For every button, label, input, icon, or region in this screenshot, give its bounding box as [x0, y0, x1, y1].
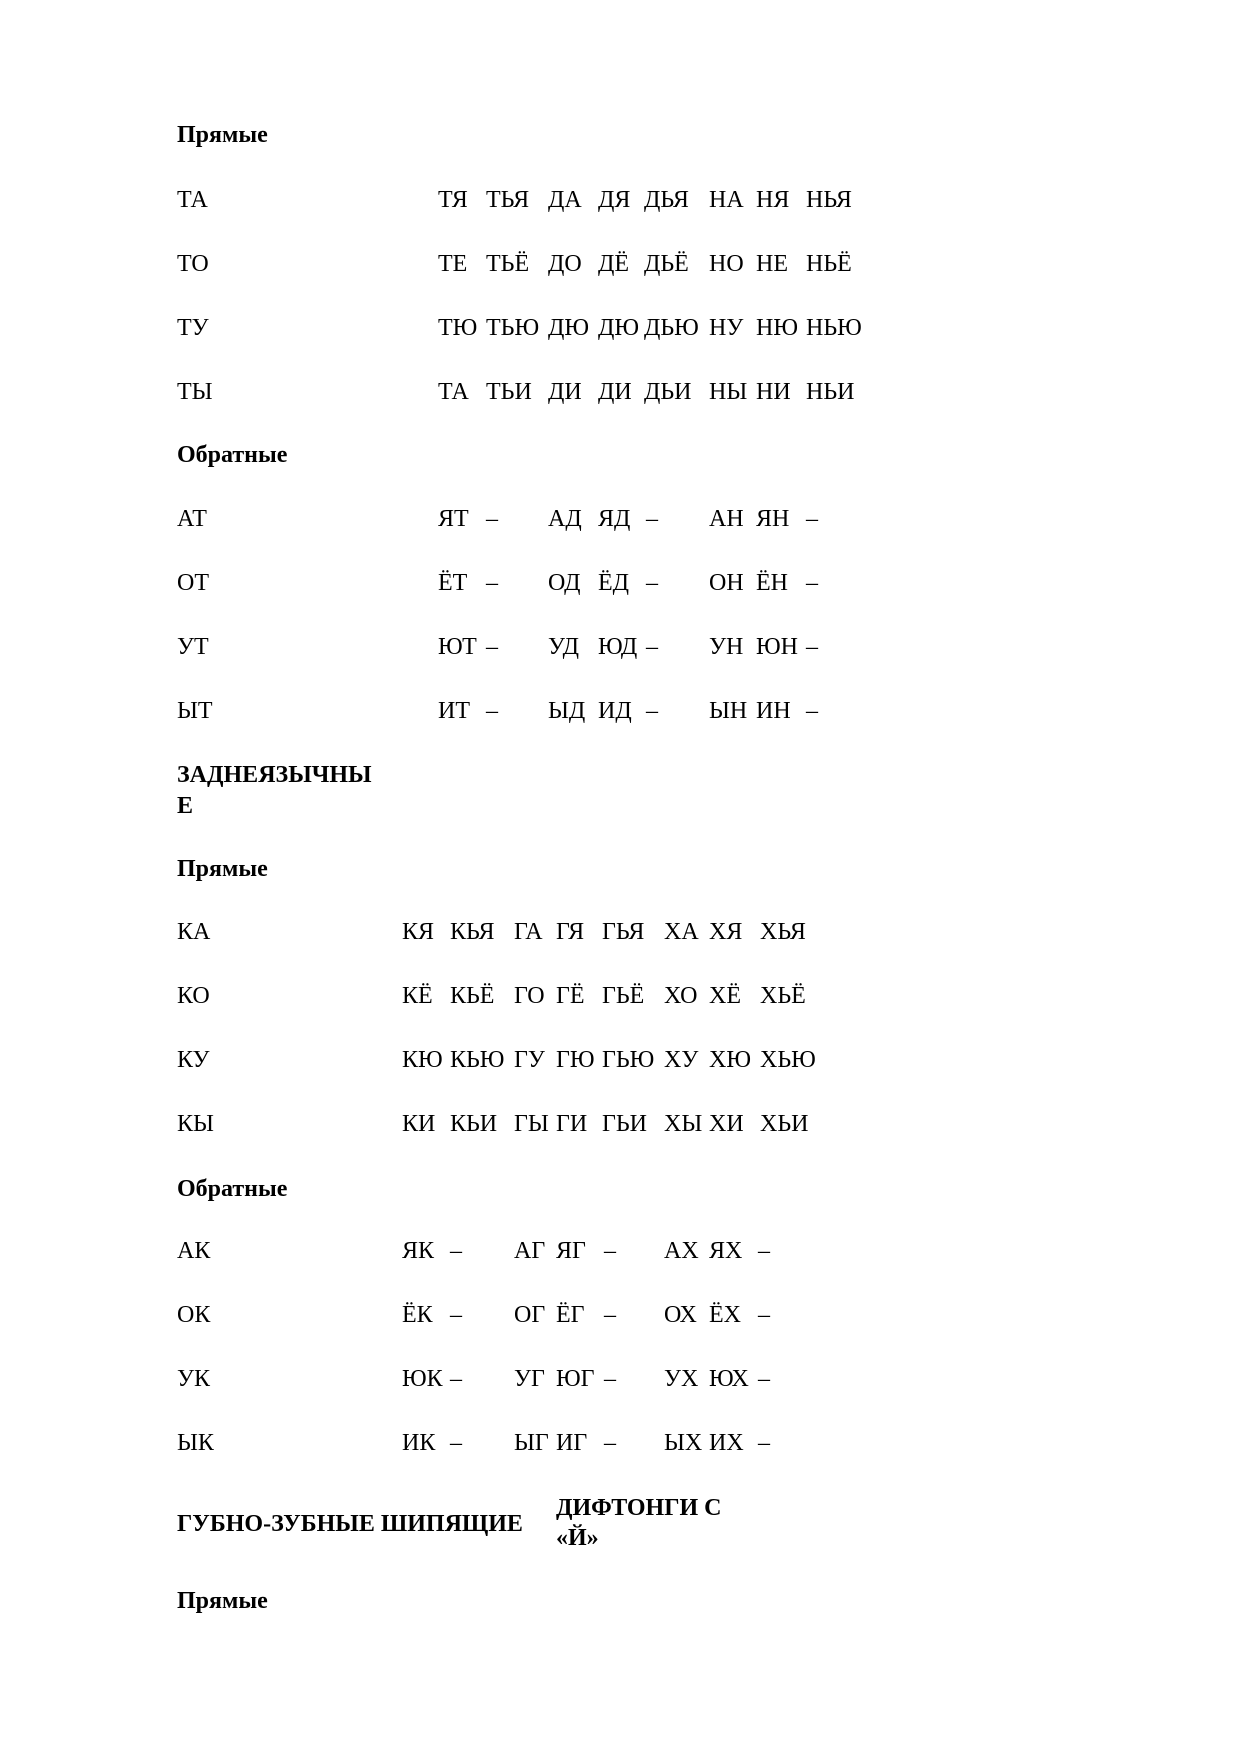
row-label: ТО: [177, 251, 209, 277]
syllable-cell: НЬИ: [806, 379, 855, 405]
syllable-cell: НЮ: [756, 315, 798, 341]
syllable-cell: НЬЮ: [806, 315, 862, 341]
syllable-cell: ДЮ: [548, 315, 590, 341]
syllable-cell: ГО: [514, 983, 545, 1009]
heading-pryamye: Прямые: [177, 1588, 268, 1614]
syllable-cell: ХЯ: [709, 919, 743, 945]
syllable-cell: ЁХ: [709, 1302, 741, 1328]
syllable-cell: ГУ: [514, 1047, 545, 1073]
syllable-cell: ГЫ: [514, 1111, 549, 1137]
syllable-cell: –: [806, 506, 818, 532]
syllable-cell: ЁГ: [556, 1302, 585, 1328]
syllable-cell: ХЮ: [709, 1047, 751, 1073]
syllable-cell: ХА: [664, 919, 699, 945]
row-label: УТ: [177, 634, 209, 660]
syllable-cell: ГЬЁ: [602, 983, 645, 1009]
row-label: ЫК: [177, 1430, 214, 1456]
syllable-cell: УГ: [514, 1366, 545, 1392]
syllable-cell: ДА: [548, 187, 582, 213]
syllable-cell: ХЬИ: [760, 1111, 809, 1137]
syllable-cell: –: [758, 1366, 770, 1392]
syllable-cell: НЫ: [709, 379, 748, 405]
syllable-cell: –: [486, 570, 498, 596]
syllable-cell: –: [646, 698, 658, 724]
row-label: КУ: [177, 1047, 210, 1073]
syllable-cell: НИ: [756, 379, 791, 405]
syllable-cell: НЕ: [756, 251, 788, 277]
syllable-cell: НЬЁ: [806, 251, 852, 277]
syllable-cell: –: [646, 634, 658, 660]
row-label: ТУ: [177, 315, 209, 341]
syllable-cell: НЬЯ: [806, 187, 852, 213]
syllable-cell: –: [604, 1430, 616, 1456]
syllable-cell: ЮХ: [709, 1366, 749, 1392]
syllable-cell: АХ: [664, 1238, 699, 1264]
syllable-cell: ЯХ: [709, 1238, 743, 1264]
syllable-cell: КЬЁ: [450, 983, 495, 1009]
syllable-cell: УД: [548, 634, 579, 660]
syllable-cell: ОД: [548, 570, 581, 596]
syllable-cell: ЮД: [598, 634, 638, 660]
syllable-cell: ХИ: [709, 1111, 744, 1137]
syllable-cell: НЯ: [756, 187, 790, 213]
syllable-cell: ЮТ: [438, 634, 477, 660]
row-label: АТ: [177, 506, 207, 532]
syllable-cell: УХ: [664, 1366, 699, 1392]
syllable-cell: ЁТ: [438, 570, 468, 596]
row-label: УК: [177, 1366, 210, 1392]
syllable-cell: ИК: [402, 1430, 436, 1456]
syllable-cell: ИХ: [709, 1430, 744, 1456]
row-label: ОК: [177, 1302, 211, 1328]
syllable-cell: –: [450, 1430, 462, 1456]
syllable-cell: ИН: [756, 698, 791, 724]
syllable-cell: ГЬЯ: [602, 919, 645, 945]
row-label: КО: [177, 983, 210, 1009]
syllable-cell: АД: [548, 506, 582, 532]
syllable-cell: ХЬЯ: [760, 919, 806, 945]
syllable-cell: ЫХ: [664, 1430, 703, 1456]
syllable-cell: ОН: [709, 570, 744, 596]
syllable-cell: ДЮ: [598, 315, 640, 341]
syllable-cell: –: [758, 1302, 770, 1328]
heading-gubno-zubnye: ГУБНО-ЗУБНЫЕ ШИПЯЩИЕ: [177, 1511, 523, 1537]
syllable-cell: ХЫ: [664, 1111, 703, 1137]
row-label: КЫ: [177, 1111, 214, 1137]
syllable-cell: ХО: [664, 983, 698, 1009]
syllable-cell: ТЮ: [438, 315, 478, 341]
row-label: ОТ: [177, 570, 209, 596]
syllable-cell: ТЯ: [438, 187, 468, 213]
heading-diftongi: ДИФТОНГИ С: [556, 1495, 722, 1521]
syllable-cell: –: [604, 1302, 616, 1328]
syllable-cell: ЮК: [402, 1366, 443, 1392]
syllable-cell: ЯГ: [556, 1238, 586, 1264]
syllable-cell: –: [758, 1430, 770, 1456]
syllable-cell: ЫН: [709, 698, 748, 724]
syllable-cell: ТЬЮ: [486, 315, 540, 341]
syllable-cell: ЮН: [756, 634, 798, 660]
syllable-cell: ТЬИ: [486, 379, 532, 405]
syllable-cell: КЁ: [402, 983, 433, 1009]
row-label: КА: [177, 919, 211, 945]
syllable-cell: –: [758, 1238, 770, 1264]
syllable-cell: КЬИ: [450, 1111, 498, 1137]
syllable-cell: ТЬЁ: [486, 251, 530, 277]
heading-zadneyazychnye: ЗАДНЕЯЗЫЧНЫ: [177, 762, 372, 788]
syllable-cell: –: [604, 1366, 616, 1392]
syllable-cell: НО: [709, 251, 744, 277]
syllable-cell: ЁК: [402, 1302, 433, 1328]
syllable-cell: –: [806, 698, 818, 724]
syllable-cell: КЮ: [402, 1047, 443, 1073]
syllable-cell: ДО: [548, 251, 582, 277]
syllable-cell: –: [646, 506, 658, 532]
syllable-cell: –: [604, 1238, 616, 1264]
heading-obratnye: Обратные: [177, 1176, 288, 1202]
syllable-cell: ДИ: [548, 379, 582, 405]
heading-pryamye: Прямые: [177, 856, 268, 882]
syllable-cell: ИТ: [438, 698, 470, 724]
syllable-cell: НА: [709, 187, 744, 213]
syllable-cell: ЯТ: [438, 506, 469, 532]
syllable-cell: ХЁ: [709, 983, 741, 1009]
syllable-cell: –: [450, 1366, 462, 1392]
syllable-cell: ОГ: [514, 1302, 546, 1328]
syllable-cell: ЯН: [756, 506, 790, 532]
syllable-cell: –: [486, 698, 498, 724]
heading-pryamye: Прямые: [177, 122, 268, 148]
syllable-cell: ГЬИ: [602, 1111, 647, 1137]
syllable-cell: КЬЯ: [450, 919, 495, 945]
syllable-cell: –: [486, 634, 498, 660]
syllable-cell: –: [806, 570, 818, 596]
row-label: ЫТ: [177, 698, 213, 724]
syllable-cell: ГЮ: [556, 1047, 595, 1073]
syllable-cell: ТЕ: [438, 251, 468, 277]
heading-zadneyazychnye-cont: Е: [177, 793, 194, 819]
row-label: ТА: [177, 187, 208, 213]
syllable-cell: ЫГ: [514, 1430, 549, 1456]
syllable-cell: АН: [709, 506, 744, 532]
syllable-cell: ИД: [598, 698, 632, 724]
syllable-cell: ДИ: [598, 379, 632, 405]
syllable-cell: ЮГ: [556, 1366, 595, 1392]
syllable-cell: ДЬИ: [644, 379, 692, 405]
heading-obratnye: Обратные: [177, 442, 288, 468]
syllable-cell: ХУ: [664, 1047, 699, 1073]
syllable-cell: –: [450, 1238, 462, 1264]
syllable-cell: ГЯ: [556, 919, 585, 945]
syllable-cell: УН: [709, 634, 744, 660]
heading-diftongi-cont: «Й»: [556, 1525, 599, 1551]
row-label: АК: [177, 1238, 211, 1264]
syllable-cell: ДЬЮ: [644, 315, 699, 341]
syllable-cell: ГА: [514, 919, 543, 945]
syllable-cell: ГИ: [556, 1111, 588, 1137]
syllable-cell: ДЬЯ: [644, 187, 689, 213]
syllable-cell: ТЬЯ: [486, 187, 530, 213]
syllable-cell: ДЁ: [598, 251, 630, 277]
syllable-cell: –: [646, 570, 658, 596]
syllable-cell: –: [486, 506, 498, 532]
syllable-cell: КЯ: [402, 919, 435, 945]
syllable-cell: ЯК: [402, 1238, 435, 1264]
syllable-cell: ЁН: [756, 570, 788, 596]
syllable-cell: ЁД: [598, 570, 630, 596]
syllable-cell: ОХ: [664, 1302, 697, 1328]
syllable-cell: ХЬЮ: [760, 1047, 816, 1073]
syllable-cell: ЯД: [598, 506, 631, 532]
syllable-cell: АГ: [514, 1238, 546, 1264]
syllable-cell: ДЯ: [598, 187, 631, 213]
syllable-cell: КЬЮ: [450, 1047, 505, 1073]
syllable-cell: ХЬЁ: [760, 983, 806, 1009]
syllable-cell: ИГ: [556, 1430, 588, 1456]
syllable-cell: ГЁ: [556, 983, 585, 1009]
syllable-cell: НУ: [709, 315, 744, 341]
syllable-cell: ТА: [438, 379, 469, 405]
syllable-cell: –: [806, 634, 818, 660]
syllable-cell: ЫД: [548, 698, 586, 724]
syllable-cell: КИ: [402, 1111, 436, 1137]
syllable-cell: ДЬЁ: [644, 251, 689, 277]
row-label: ТЫ: [177, 379, 213, 405]
syllable-cell: ГЬЮ: [602, 1047, 655, 1073]
syllable-cell: –: [450, 1302, 462, 1328]
